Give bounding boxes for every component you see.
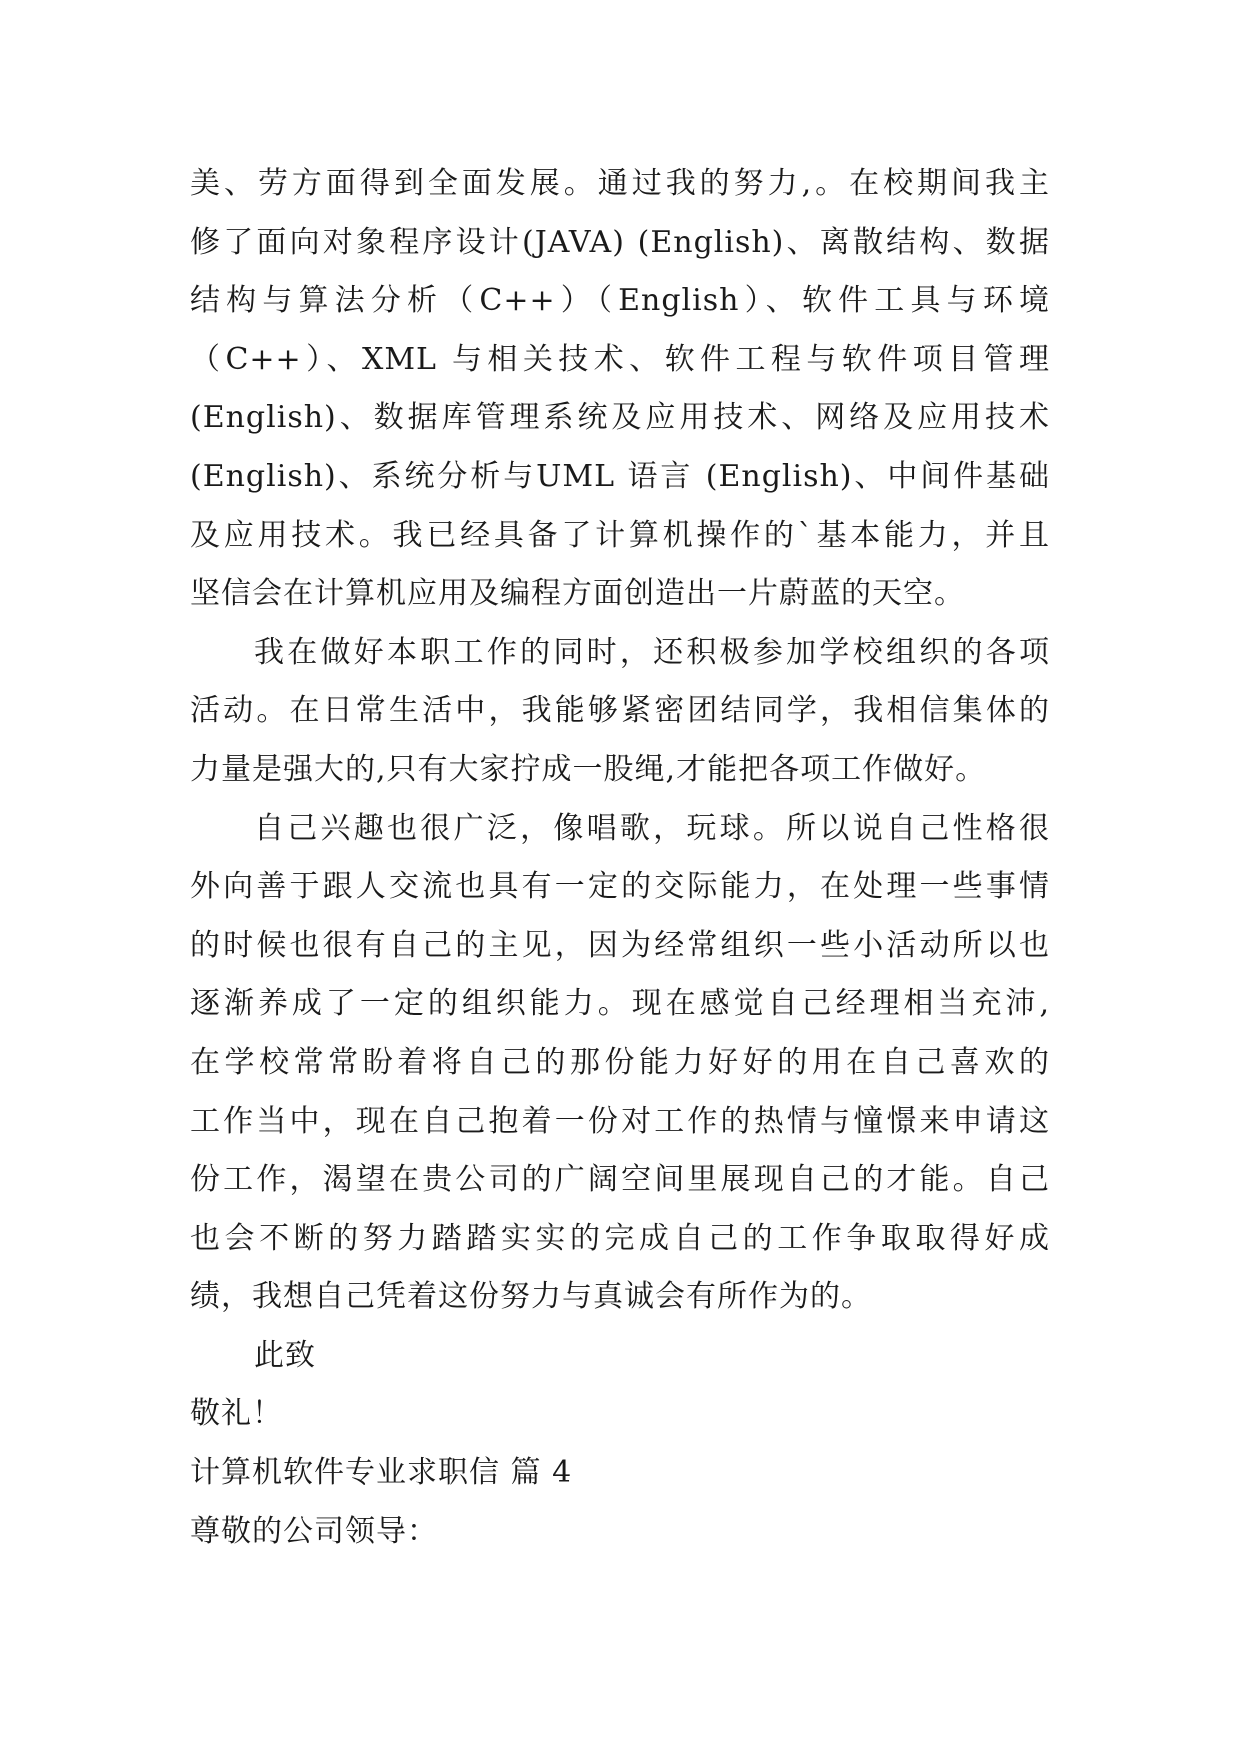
text-line: 坚信会在计算机应用及编程方面创造出一片蔚蓝的天空。 [190,576,965,612]
paragraph-interests [190,800,1050,1327]
text-line: 此致 [254,1337,316,1373]
text-line: （C++）、XML 与相关技术、软件工程与软件项目管理 [190,341,1050,377]
text-line: 活动。在日常生活中，我能够紧密团结同学，我相信集体的 [190,693,1050,729]
text-line: 的时候也很有自己的主见，因为经常组织一些小活动所以也 [190,927,1050,963]
text-line: 份工作，渴望在贵公司的广阔空间里展现自己的才能。自己 [190,1162,1050,1198]
text-line: 尊敬的公司领导： [190,1513,438,1549]
text-line: 力量是强大的,只有大家拧成一股绳,才能把各项工作做好。 [190,751,987,787]
text-line: 自己兴趣也很广泛，像唱歌，玩球。所以说自己性格很 [254,810,1050,846]
paragraph-activities [190,624,1050,800]
paragraph-courses [190,155,1050,624]
text-line: 美、劳方面得到全面发展。通过我的努力,。在校期间我主 [190,166,1050,201]
text-line: 在学校常常盼着将自己的那份能力好好的用在自己喜欢的 [190,1044,1050,1080]
text-line: 结构与算法分析（C++）（English）、软件工具与环境 [190,283,1050,319]
letter-body [190,155,1050,1561]
text-line: 敬礼！ [190,1396,283,1432]
text-line: 修了面向对象程序设计(JAVA) (English)、离散结构、数据 [190,224,1050,260]
text-line: (English)、系统分析与UML 语言 (English)、中间件基础 [190,458,1050,494]
text-line: 及应用技术。我已经具备了计算机操作的`基本能力，并且 [190,517,1050,553]
section-heading [190,1444,1050,1503]
salutation [190,1503,1050,1562]
text-line: 逐渐养成了一定的组织能力。现在感觉自己经理相当充沛, [190,986,1050,1022]
text-line: 也会不断的努力踏踏实实的完成自己的工作争取取得好成 [190,1220,1050,1256]
text-line: 计算机软件专业求职信 篇 4 [190,1455,573,1491]
closing-cizhi [190,1327,1050,1386]
closing-jingli [190,1385,1050,1444]
text-line: 工作当中，现在自己抱着一份对工作的热情与憧憬来申请这 [190,1103,1050,1139]
text-line: (English)、数据库管理系统及应用技术、网络及应用技术 [190,400,1050,436]
text-line: 绩，我想自己凭着这份努力与真诚会有所作为的。 [190,1279,872,1315]
text-line: 外向善于跟人交流也具有一定的交际能力，在处理一些事情 [190,869,1050,905]
text-line: 我在做好本职工作的同时，还积极参加学校组织的各项 [254,634,1050,670]
